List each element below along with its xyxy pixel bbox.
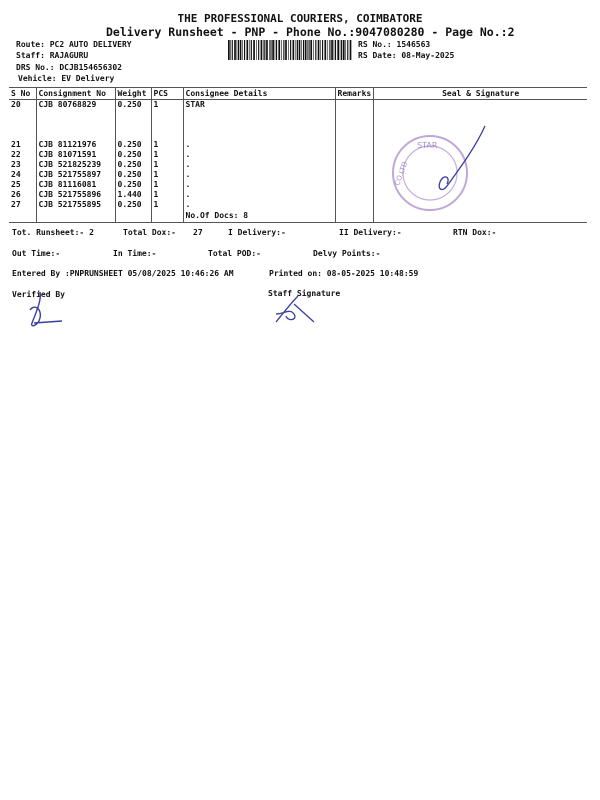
- cell-weight: 0.250: [115, 180, 151, 190]
- route-label: Route: PC2 AUTO DELIVERY: [16, 40, 132, 49]
- col-consignee: Consignee Details: [183, 88, 335, 100]
- cell-sno: 22: [11, 150, 21, 159]
- cell-pcs: 1: [151, 150, 183, 160]
- barcode-bar: [307, 40, 308, 60]
- table-row: [9, 170, 587, 180]
- cell-sno: 27: [11, 200, 21, 209]
- verifier-signature: [20, 290, 70, 330]
- barcode-bar: [318, 40, 320, 60]
- rtn-dox: RTN Dox:-: [453, 228, 497, 237]
- barcode-bar: [264, 40, 265, 60]
- table-row: [9, 150, 587, 160]
- barcode-bar: [237, 40, 238, 60]
- cell-sno: 23: [11, 160, 21, 169]
- no-of-docs: No.Of Docs: 8: [183, 210, 335, 223]
- cell-remarks: [335, 150, 374, 160]
- table-row: [9, 160, 587, 170]
- barcode-bar: [297, 40, 298, 60]
- barcode-bar: [244, 40, 245, 60]
- printed-on: Printed on: 08-05-2025 10:48:59: [269, 269, 419, 278]
- delvy-points: Delvy Points:-: [313, 249, 381, 258]
- barcode-bar: [337, 40, 339, 60]
- cell-remarks: [335, 160, 374, 170]
- vehicle-label: Vehicle: EV Delivery: [18, 74, 115, 83]
- cell-pcs: 1: [151, 170, 183, 180]
- barcode-bar: [293, 40, 295, 60]
- company-stamp: [385, 118, 495, 218]
- table-row: [9, 100, 587, 111]
- barcode-bar: [246, 40, 248, 60]
- barcode-bar: [230, 40, 231, 60]
- barcode-bar: [234, 40, 236, 60]
- barcode-bar: [343, 40, 345, 60]
- cell-consignment: CJB 81121976: [36, 140, 115, 150]
- barcode-bar: [309, 40, 310, 60]
- out-time: Out Time:-: [12, 249, 61, 258]
- cell-consignee: .: [183, 160, 335, 170]
- cell-consignee: STAR: [183, 100, 335, 111]
- cell-remarks: [335, 180, 374, 190]
- entered-by: Entered By :PNPRUNSHEET 05/08/2025 10:46:26 AM: [12, 269, 234, 278]
- table-docs-row: [9, 210, 587, 223]
- cell-remarks: [335, 190, 374, 200]
- drs-number: DRS No.: DCJB154656302: [16, 63, 122, 72]
- cell-weight: 0.250: [115, 200, 151, 210]
- cell-remarks: [335, 170, 374, 180]
- barcode-bar: [313, 40, 314, 60]
- barcode-bar: [278, 40, 280, 60]
- cell-remarks: [335, 200, 374, 210]
- cell-consignment: CJB 521825239: [36, 160, 115, 170]
- tot-runsheet: Tot. Runsheet:- 2: [12, 228, 94, 237]
- runsheet-subtitle: Delivery Runsheet - PNP - Phone No.:9047080280 - Page No.:2: [106, 25, 515, 39]
- cell-sno: 24: [11, 170, 21, 179]
- cell-consignee: .: [183, 150, 335, 160]
- cell-sno: 21: [11, 140, 21, 149]
- cell-consignment: CJB 81116081: [36, 180, 115, 190]
- barcode-bar: [324, 40, 326, 60]
- barcode-bar: [232, 40, 233, 60]
- cell-weight: 0.250: [115, 160, 151, 170]
- cell-pcs: 1: [151, 190, 183, 200]
- barcode-bar: [256, 40, 257, 60]
- barcode-bar: [290, 40, 291, 60]
- cell-consignment: CJB 80768829: [36, 100, 115, 111]
- table-row: [9, 140, 587, 150]
- cell-consignee: .: [183, 200, 335, 210]
- cell-consignment: CJB 521755896: [36, 190, 115, 200]
- cell-weight: 0.250: [115, 170, 151, 180]
- barcode-bar: [249, 40, 250, 60]
- cell-pcs: 1: [151, 180, 183, 190]
- col-sno: S No: [9, 88, 36, 100]
- barcode-bar: [345, 40, 346, 60]
- barcode-bar: [329, 40, 330, 60]
- cell-sno: 26: [11, 190, 21, 199]
- barcode-bar: [272, 40, 274, 60]
- barcode-bar: [288, 40, 289, 60]
- table-row: [9, 180, 587, 190]
- cell-remarks: [335, 100, 374, 111]
- barcode-bar: [266, 40, 268, 60]
- barcode-bar: [270, 40, 271, 60]
- barcode-bar: [335, 40, 336, 60]
- rs-date: RS Date: 08-May-2025: [358, 51, 455, 60]
- barcode-bar: [299, 40, 301, 60]
- barcode-bar: [347, 40, 348, 60]
- cell-pcs: 1: [151, 100, 183, 111]
- table-header: [9, 88, 587, 100]
- barcode-bar: [334, 40, 335, 60]
- col-weight: Weight: [115, 88, 151, 100]
- barcode-bar: [276, 40, 277, 60]
- cell-consignee: .: [183, 170, 335, 180]
- barcode-bar: [320, 40, 321, 60]
- barcode-bar: [283, 40, 284, 60]
- total-pod: Total POD:-: [208, 249, 261, 258]
- barcode-bar: [261, 40, 263, 60]
- table-row: [9, 190, 587, 200]
- rs-number: RS No.: 1546563: [358, 40, 431, 49]
- barcode-bar: [340, 40, 341, 60]
- cell-consignee: .: [183, 180, 335, 190]
- barcode-bar: [305, 40, 307, 60]
- cell-remarks: [335, 140, 374, 150]
- col-consignment: Consignment No: [36, 88, 115, 100]
- barcode-bar: [331, 40, 333, 60]
- barcode-bar: [269, 40, 270, 60]
- stamp-text-side: CO.LTD: [393, 160, 410, 187]
- barcode-bar: [350, 40, 352, 60]
- barcode-bar: [281, 40, 282, 60]
- barcode-bar: [301, 40, 302, 60]
- cell-sno: 25: [11, 180, 21, 189]
- barcode-bar: [238, 40, 239, 60]
- runsheet-table: [9, 87, 587, 223]
- staff-signature: [270, 292, 320, 326]
- barcode-bar: [285, 40, 287, 60]
- cell-pcs: 1: [151, 160, 183, 170]
- cell-weight: 0.250: [115, 150, 151, 160]
- barcode-bar: [310, 40, 312, 60]
- barcode: [228, 40, 354, 60]
- col-seal: Seal & Signature: [374, 88, 587, 100]
- cell-weight: 0.250: [115, 100, 151, 111]
- verified-by-label: Verified By: [12, 290, 65, 299]
- barcode-bar: [253, 40, 255, 60]
- cell-sno: 20: [11, 100, 21, 109]
- barcode-bar: [296, 40, 297, 60]
- cell-consignee: .: [183, 140, 335, 150]
- barcode-bar: [242, 40, 243, 60]
- barcode-bar: [251, 40, 252, 60]
- total-dox-value: 27: [193, 228, 203, 237]
- ii-delivery: II Delivery:-: [339, 228, 402, 237]
- company-title: THE PROFESSIONAL COURIERS, COIMBATORE: [177, 12, 423, 25]
- barcode-bar: [263, 40, 264, 60]
- cell-pcs: 1: [151, 140, 183, 150]
- in-time: In Time:-: [113, 249, 157, 258]
- i-delivery: I Delivery:-: [228, 228, 286, 237]
- staff-signature-label: Staff Signature: [268, 289, 341, 298]
- cell-consignment: CJB 81071591: [36, 150, 115, 160]
- cell-weight: 0.250: [115, 140, 151, 150]
- staff-label: Staff: RAJAGURU: [16, 51, 89, 60]
- cell-seal: [374, 100, 587, 111]
- barcode-bar: [303, 40, 304, 60]
- barcode-bar: [240, 40, 242, 60]
- table-spacer: [9, 110, 587, 140]
- cell-weight: 1.440: [115, 190, 151, 200]
- cell-consignment: CJB 521755895: [36, 200, 115, 210]
- barcode-bar: [228, 40, 230, 60]
- col-pcs: PCS: [151, 88, 183, 100]
- barcode-bar: [327, 40, 328, 60]
- cell-consignment: CJB 521755897: [36, 170, 115, 180]
- barcode-bar: [341, 40, 342, 60]
- table-row: [9, 200, 587, 210]
- barcode-bar: [322, 40, 323, 60]
- barcode-bar: [258, 40, 259, 60]
- cell-pcs: 1: [151, 200, 183, 210]
- stamp-text-top: STAR: [417, 141, 438, 150]
- barcode-bar: [315, 40, 316, 60]
- cell-consignee: .: [183, 190, 335, 200]
- total-dox: Total Dox:-: [123, 228, 176, 237]
- barcode-bar: [275, 40, 276, 60]
- col-remarks: Remarks: [335, 88, 374, 100]
